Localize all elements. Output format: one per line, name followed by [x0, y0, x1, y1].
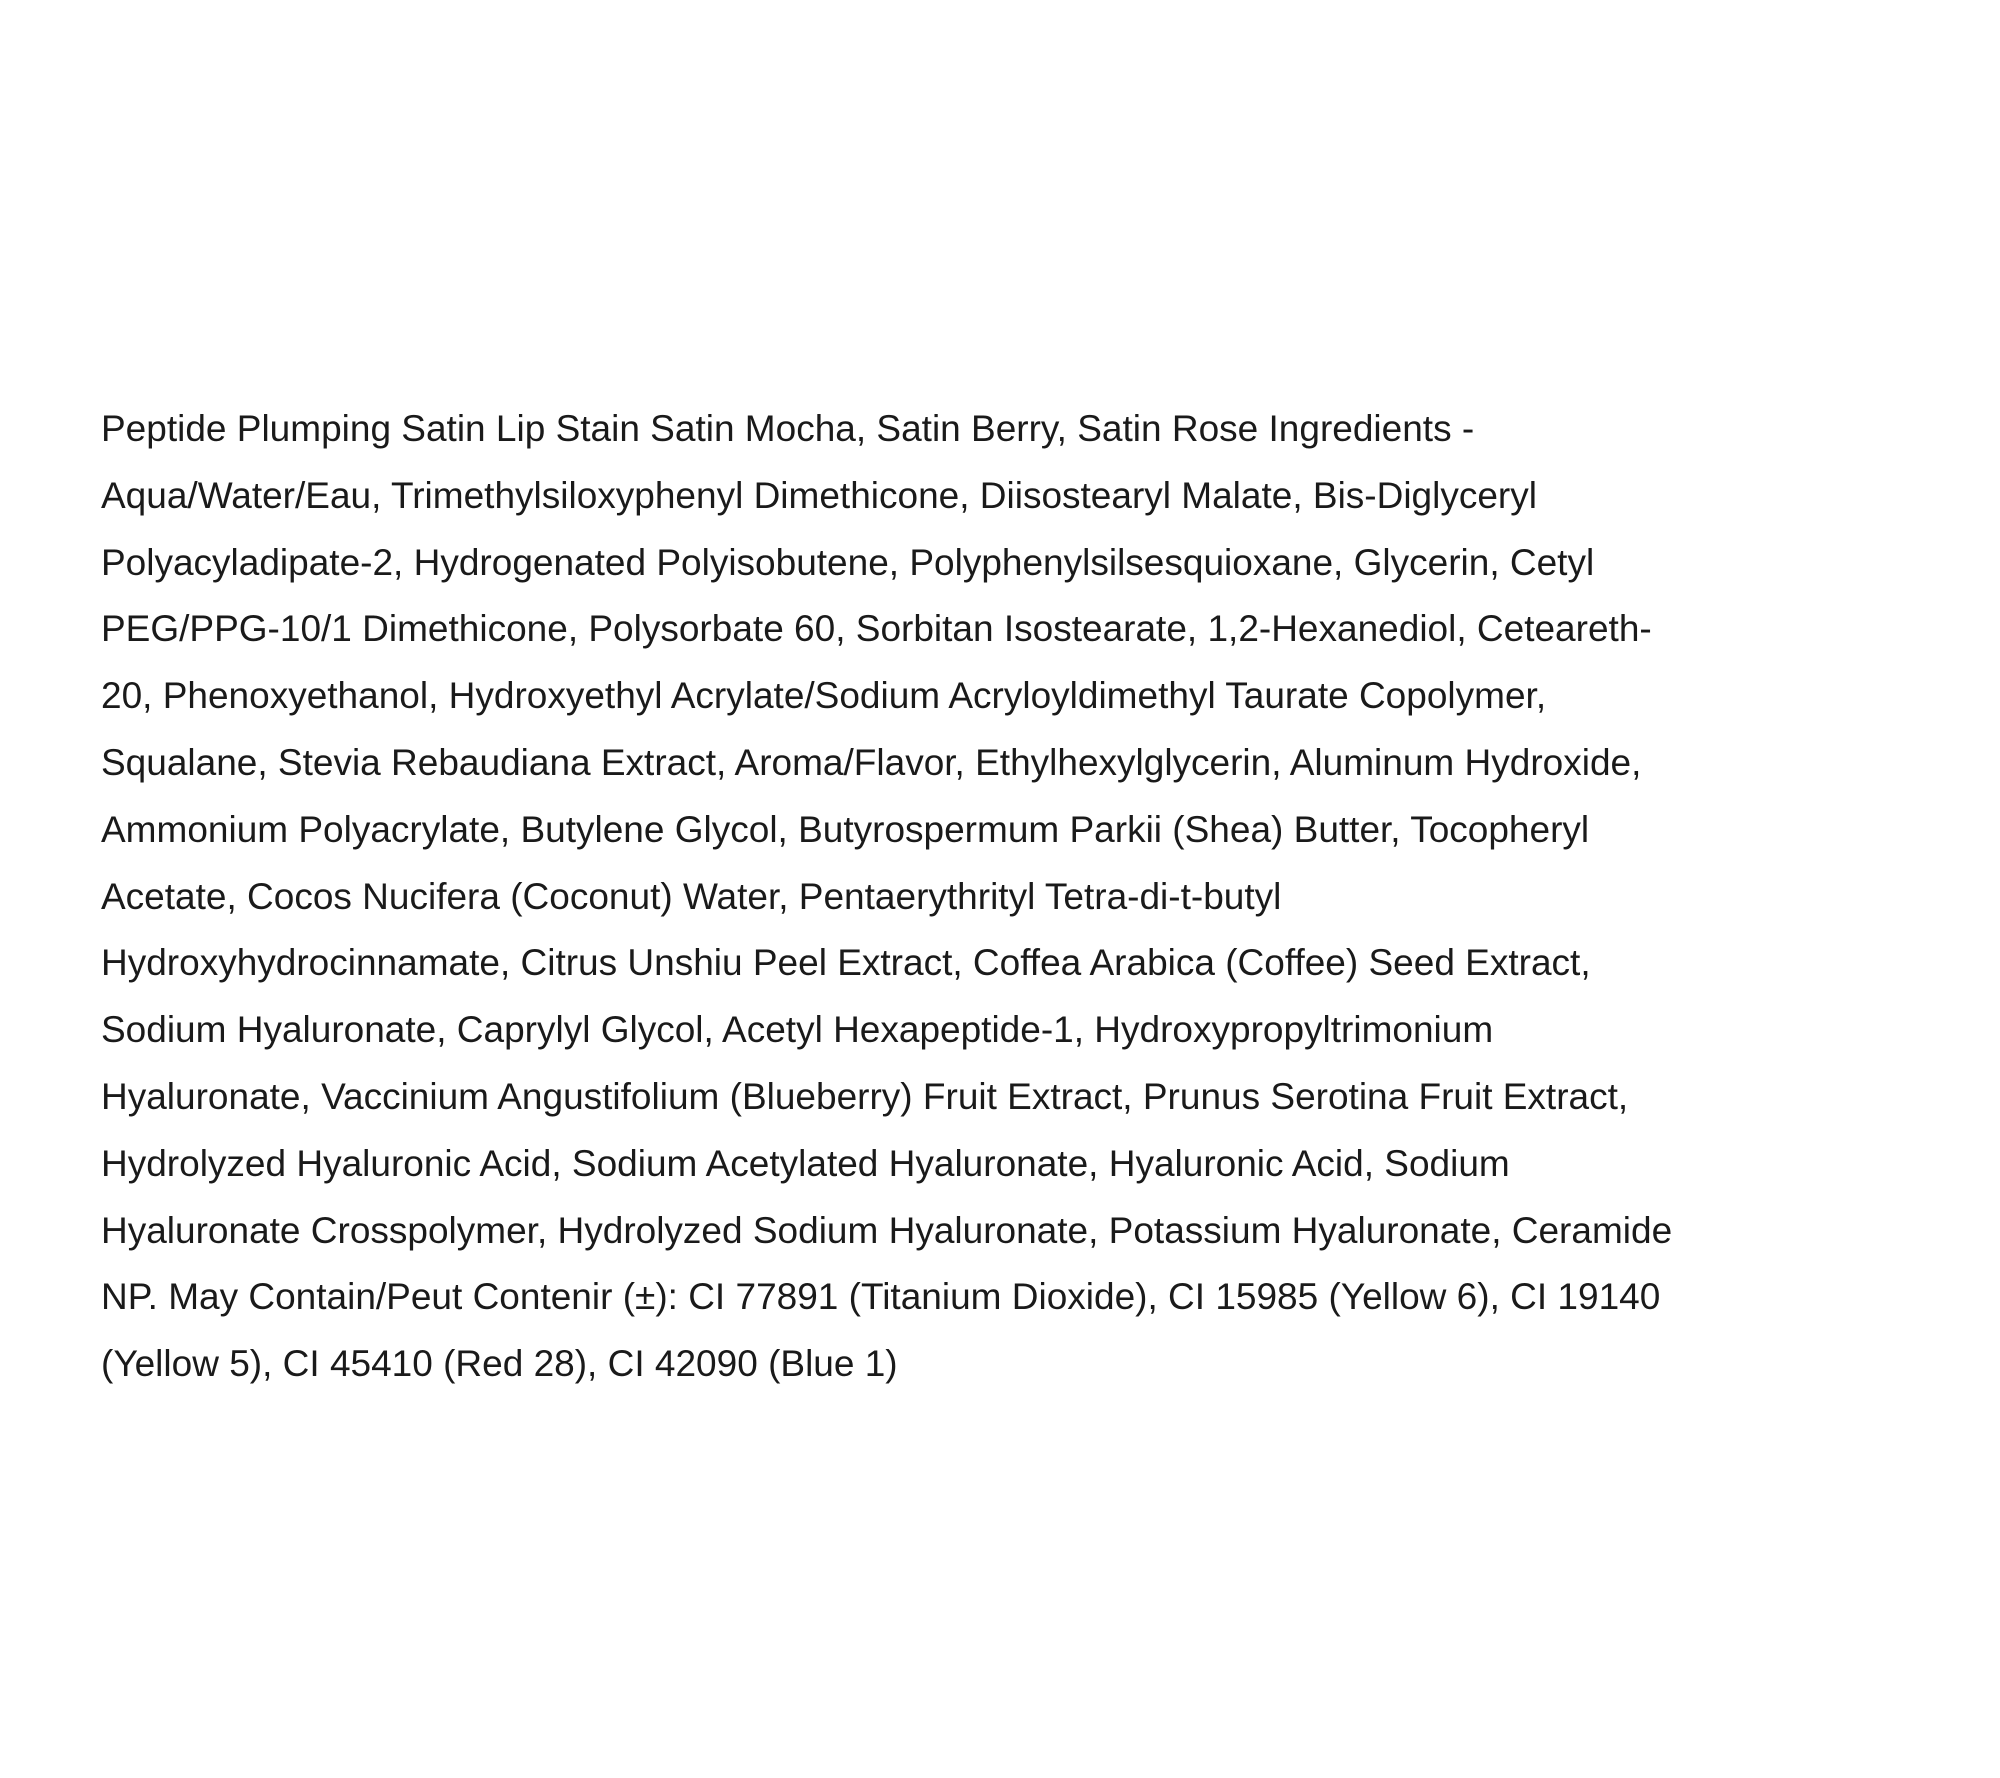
- ingredients-line: (Yellow 5), CI 45410 (Red 28), CI 42090 (Blue 1): [101, 1343, 898, 1385]
- ingredients-line: PEG/PPG-10/1 Dimethicone, Polysorbate 60, Sorbitan Isostearate, 1,2-Hexanediol, Ceteareth-: [101, 608, 1652, 650]
- ingredients-line: Hyaluronate, Vaccinium Angustifolium (Blueberry) Fruit Extract, Prunus Serotina Fruit Extract,: [101, 1075, 1629, 1117]
- ingredients-line: Hydroxyhydrocinnamate, Citrus Unshiu Peel Extract, Coffea Arabica (Coffee) Seed Extract,: [101, 942, 1591, 984]
- ingredients-line: Sodium Hyaluronate, Caprylyl Glycol, Acetyl Hexapeptide-1, Hydroxypropyltrimonium: [101, 1009, 1494, 1051]
- ingredients-text-block: [101, 396, 1981, 1398]
- ingredients-line: Ammonium Polyacrylate, Butylene Glycol, Butyrospermum Parkii (Shea) Butter, Tocopheryl: [101, 808, 1590, 850]
- ingredients-line: Squalane, Stevia Rebaudiana Extract, Aroma/Flavor, Ethylhexylglycerin, Aluminum Hydroxide,: [101, 741, 1642, 783]
- ingredients-line: NP. May Contain/Peut Contenir (±): CI 77891 (Titanium Dioxide), CI 15985 (Yellow 6), CI 19140: [101, 1276, 1661, 1318]
- ingredients-line: Hydrolyzed Hyaluronic Acid, Sodium Acetylated Hyaluronate, Hyaluronic Acid, Sodium: [101, 1142, 1510, 1184]
- ingredients-line: 20, Phenoxyethanol, Hydroxyethyl Acrylate/Sodium Acryloyldimethyl Taurate Copolymer,: [101, 675, 1547, 717]
- ingredients-line: Hyaluronate Crosspolymer, Hydrolyzed Sodium Hyaluronate, Potassium Hyaluronate, Ceramide: [101, 1209, 1673, 1251]
- ingredients-line: Acetate, Cocos Nucifera (Coconut) Water, Pentaerythrityl Tetra-di-t-butyl: [101, 875, 1282, 917]
- ingredients-line: Polyacyladipate-2, Hydrogenated Polyisobutene, Polyphenylsilsesquioxane, Glycerin, Cetyl: [101, 541, 1595, 583]
- ingredients-line: Peptide Plumping Satin Lip Stain Satin Mocha, Satin Berry, Satin Rose Ingredients -: [101, 408, 1475, 449]
- ingredients-line: Aqua/Water/Eau, Trimethylsiloxyphenyl Dimethicone, Diisostearyl Malate, Bis-Diglyceryl: [101, 474, 1537, 516]
